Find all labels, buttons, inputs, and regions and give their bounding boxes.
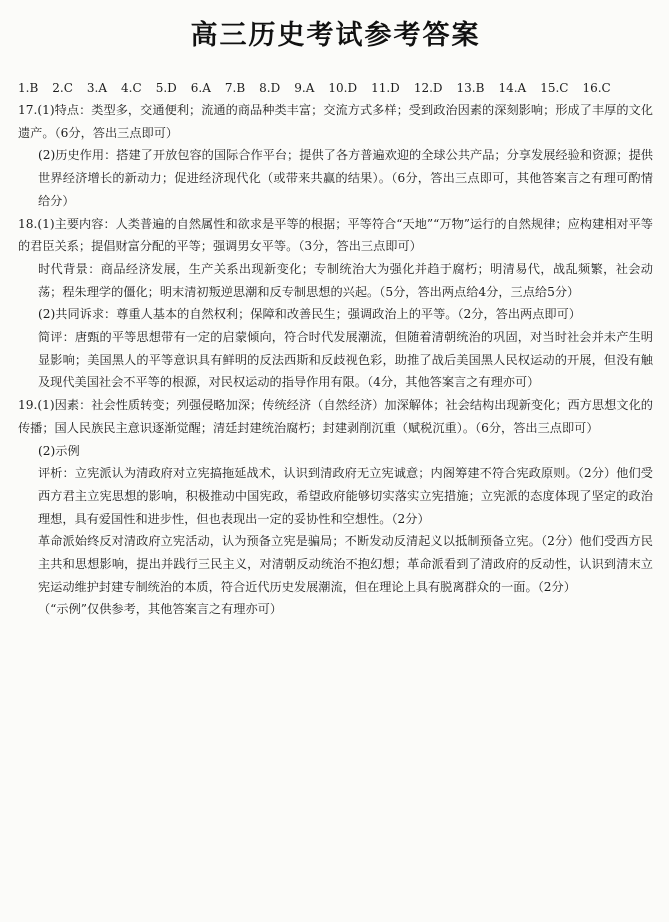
choice-answer: 15.C [540,81,569,95]
choice-answer: 4.C [121,81,142,95]
choice-answer: 7.B [224,81,246,95]
q17-part2: (2)历史作用：搭建了开放包容的国际合作平台；提供了各方普遍欢迎的全球公共产品；分享发展经验和资源；提供世界经济增长的新动力；促进经济现代化（或带来共赢的结果）。（6分，答出三点即可，其他答案言之有理可酌情给分） [38,148,653,208]
page-title: 高三历史考试参考答案 [190,20,481,51]
question-19 [18,394,653,621]
q19-review-revolutionaries: 革命派始终反对清政府立宪活动，认为预备立宪是骗局；不断发动反清起义以抵制预备立宪。（2分）他们受西方民主共和思想影响，提出并践行三民主义，对清朝反动统治不抱幻想；革命派看到了清政府的反动性，认识到清末立宪运动维护封建专制统治的本质，符合近代历史发展潮流，但在理论上具有脱离群众的一面。（2分） [38,534,653,594]
choice-answer: 10.D [328,81,358,95]
choice-answer: 12.D [413,81,443,95]
q18-part2: (2)共同诉求：尊重人基本的自然权利；保障和改善民生；强调政治上的平等。（2分，答出两点即可） [38,307,581,322]
q19-review-constitutionalists: 评析：立宪派认为清政府对立宪搞拖延战术，认识到清政府无立宪诚意；内阁筹建不符合宪政原则。（2分）他们受西方君主立宪思想的影响，积极推动中国宪政，希望政府能够切实落实立宪措施；立宪派的态度体现了坚定的政治理想，具有爱国性和进步性，但也表现出一定的妥协性和空想性。（2分） [38,466,653,526]
choice-answers [18,78,630,99]
choice-answer: 3.A [86,81,108,95]
q19-note: （“示例”仅供参考，其他答案言之有理亦可） [38,602,283,617]
question-18 [18,213,653,395]
choice-answer: 11.D [371,81,400,95]
choice-answer: 2.C [52,81,73,95]
question-17 [18,99,653,213]
choice-answer: 1.B [18,81,39,95]
q18-part1: 18.(1)主要内容：人类普遍的自然属性和欲求是平等的根据；平等符合“天地”“万物”运行的自然规律；应构建相对平等的君臣关系；提倡财富分配的平等；强调男女平等。（3分，答出三点即可） [18,216,653,254]
q19-part1: 19.(1)因素：社会性质转变；列强侵略加深；传统经济（自然经济）加深解体；社会结构出现新变化；西方思想文化的传播；国人民族民主意识逐渐觉醒；清廷封建统治腐朽；封建剥削沉重（赋税沉重）。（6分，答出三点即可） [18,398,653,435]
choice-answer: 13.B [456,81,485,95]
choice-answer: 9.A [294,81,315,95]
choice-answer: 5.D [155,81,177,95]
q18-background: 时代背景：商品经济发展，生产关系出现新变化；专制统治大为强化并趋于腐朽；明清易代，战乱频繁，社会动荡；程朱理学的僵化；明末清初叛逆思潮和反专制思想的兴起。（5分，答出两点给4分，三点给5分） [38,261,653,299]
choice-answer: 6.A [190,81,211,95]
q17-part1: 17.(1)特点：类型多，交通便利；流通的商品种类丰富；交流方式多样；受到政治因素的深刻影响；形成了丰厚的文化遗产。（6分，答出三点即可） [18,103,653,140]
choice-answer: 8.D [259,81,281,95]
q19-part2-heading: (2)示例 [38,443,80,458]
choice-answer: 16.C [582,81,611,95]
q18-review: 简评：唐甄的平等思想带有一定的启蒙倾向，符合时代发展潮流，但随着清朝统治的巩固，对当时社会并未产生明显影响；美国黑人的平等意识具有鲜明的反法西斯和反歧视色彩，助推了战后美国黑人民权运动的开展，但没有触及现代美国社会不平等的根源，对民权运动的指导作用有限。（4分，其他答案言之有理亦可） [38,330,653,390]
choice-answer: 14.A [498,81,527,95]
